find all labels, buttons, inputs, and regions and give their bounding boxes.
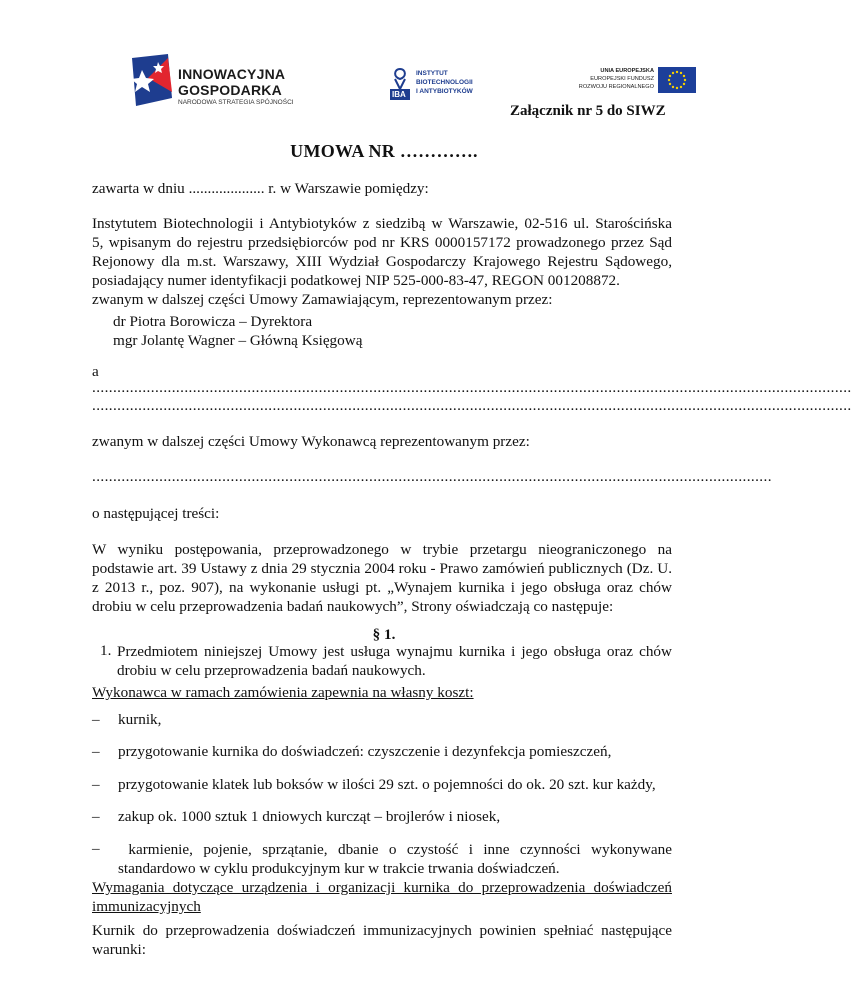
conditions-paragraph [92, 921, 672, 959]
logo-iba-line3: I ANTYBIOTYKÓW [416, 88, 473, 95]
bullet-2-text: przygotowanie kurnika do doświadczeń: czyszczenie i dezynfekcja pomieszczeń, [118, 743, 612, 760]
section1-item1-line2: drobiu w celu przeprowadzenia badań naukowych. [117, 662, 426, 679]
bullet-dash: – [92, 711, 100, 728]
representative-2: mgr Jolantę Wagner – Główną Księgową [113, 332, 363, 349]
section1-item1 [117, 642, 672, 680]
requirements-line2: immunizacyjnych [92, 898, 201, 915]
logo-iba-line2: BIOTECHNOLOGII [416, 79, 473, 86]
representatives-list [113, 312, 362, 350]
requirements-line1: Wymagania dotyczące urządzenia i organizacji kurnika do przeprowadzenia doświadczeń [92, 879, 672, 896]
section1-item1-number: 1. [100, 642, 112, 659]
bullet-4-text: zakup ok. 1000 sztuk 1 dniowych kurcząt – brojlerów i niosek, [118, 808, 501, 825]
party1-block [92, 214, 672, 309]
bullet-5-line2: standardowo w cyklu produkcyjnym kur w trakcie trwania doświadczeń. [118, 860, 560, 877]
bullet-dash: – [92, 776, 100, 793]
party2-representative-placeholder: .................................................................................................................................................................. [92, 468, 772, 485]
requirements-heading [92, 878, 672, 916]
intro-line: zawarta w dniu .................... r. w Warszawie pomiędzy: [92, 180, 429, 197]
bullet-3-text: przygotowanie klatek lub boksów w ilości 29 szt. o pojemności do ok. 20 szt. kur każdy, [118, 776, 656, 793]
innowacyjna-gospodarka-emblem-icon [128, 52, 174, 108]
logo-eu [578, 66, 702, 96]
contract-title: UMOWA NR …………. [290, 141, 478, 161]
bullet-1-text: kurnik, [118, 711, 162, 728]
section1-item1-line1: Przedmiotem niniejszej Umowy jest usługa wynajmu kurnika i jego obsługa oraz chów [117, 643, 672, 660]
section1-heading: § 1. [372, 626, 396, 643]
party1-line3: Rejonowy dla m.st. Warszawy, XIII Wydział Gospodarczy Krajowego Rejestru Sądowego, [92, 253, 672, 270]
iba-mark: IBA [392, 90, 406, 99]
logo-ig-line1: INNOWACYJNA [178, 66, 286, 82]
representative-1: dr Piotra Borowicza – Dyrektora [113, 313, 313, 330]
attachment-label: Załącznik nr 5 do SIWZ [510, 103, 666, 119]
conditions-line2: warunki: [92, 941, 146, 958]
logo-ig-line3: NARODOWA STRATEGIA SPÓJNOŚCI [178, 99, 294, 106]
preamble-line3: z 2013 r., poz. 907), na wykonanie usługi pt. „Wynajem kurnika i jego obsługa oraz chów [92, 579, 672, 596]
logo-eu-line1: UNIA EUROPEJSKA [600, 68, 654, 74]
logo-eu-line2: EUROPEJSKI FUNDUSZ [590, 76, 654, 82]
party1-line1: Instytutem Biotechnologii i Antybiotyków z siedzibą w Warszawie, 02-516 ul. Starościńska [92, 215, 672, 232]
bullet-5-text [118, 840, 672, 878]
party2-name-placeholder-line1: ..................................................................................................................................................................................... [92, 379, 852, 396]
party1-line2: 5, wpisanym do rejestru przedsiębiorców pod nr KRS 0000157172 prowadzonego przez Sąd [92, 234, 672, 251]
provides-heading: Wykonawca w ramach zamówienia zapewnia na własny koszt: [92, 684, 474, 701]
logo-eu-line3: ROZWOJU REGIONALNEGO [578, 84, 654, 90]
party2-name-placeholder-line2: ..................................................................................................................................................................................... [92, 397, 852, 414]
bullet-5-line1: karmienie, pojenie, sprzątanie, dbanie o czystość i inne czynności wykonywane [118, 841, 672, 858]
and-word: a [92, 363, 99, 380]
bullet-dash: – [92, 743, 100, 760]
party1-line4: posiadający numer identyfikacji podatkowej NIP 525-000-83-47, REGON 001208872. [92, 272, 620, 289]
preamble-block [92, 540, 672, 616]
conditions-line1: Kurnik do przeprowadzenia doświadczeń immunizacyjnych powinien spełniać następujące [92, 922, 672, 939]
logo-iba-line1: INSTYTUT [416, 70, 448, 77]
party2-line: zwanym w dalszej części Umowy Wykonawcą reprezentowanym przez: [92, 433, 530, 450]
party1-line5: zwanym w dalszej części Umowy Zamawiającym, reprezentowanym przez: [92, 291, 553, 308]
preamble-line1: W wyniku postępowania, przeprowadzonego w trybie przetargu nieograniczonego na [92, 541, 672, 558]
logo-ig-line2: GOSPODARKA [178, 82, 282, 98]
logo-iba [389, 67, 499, 101]
preamble-line2: podstawie art. 39 Ustawy z dnia 29 stycznia 2004 roku - Prawo zamówień publicznych (Dz. U. [92, 560, 672, 577]
bullet-dash: – [92, 808, 100, 825]
content-intro: o następującej treści: [92, 505, 220, 522]
bullet-dash: – [92, 840, 100, 857]
preamble-line4: drobiu w celu przeprowadzenia badań naukowych”, Strony oświadczają co następuje: [92, 598, 614, 615]
logo-innowacyjna-gospodarka [128, 52, 328, 108]
eu-flag-icon [658, 67, 696, 93]
